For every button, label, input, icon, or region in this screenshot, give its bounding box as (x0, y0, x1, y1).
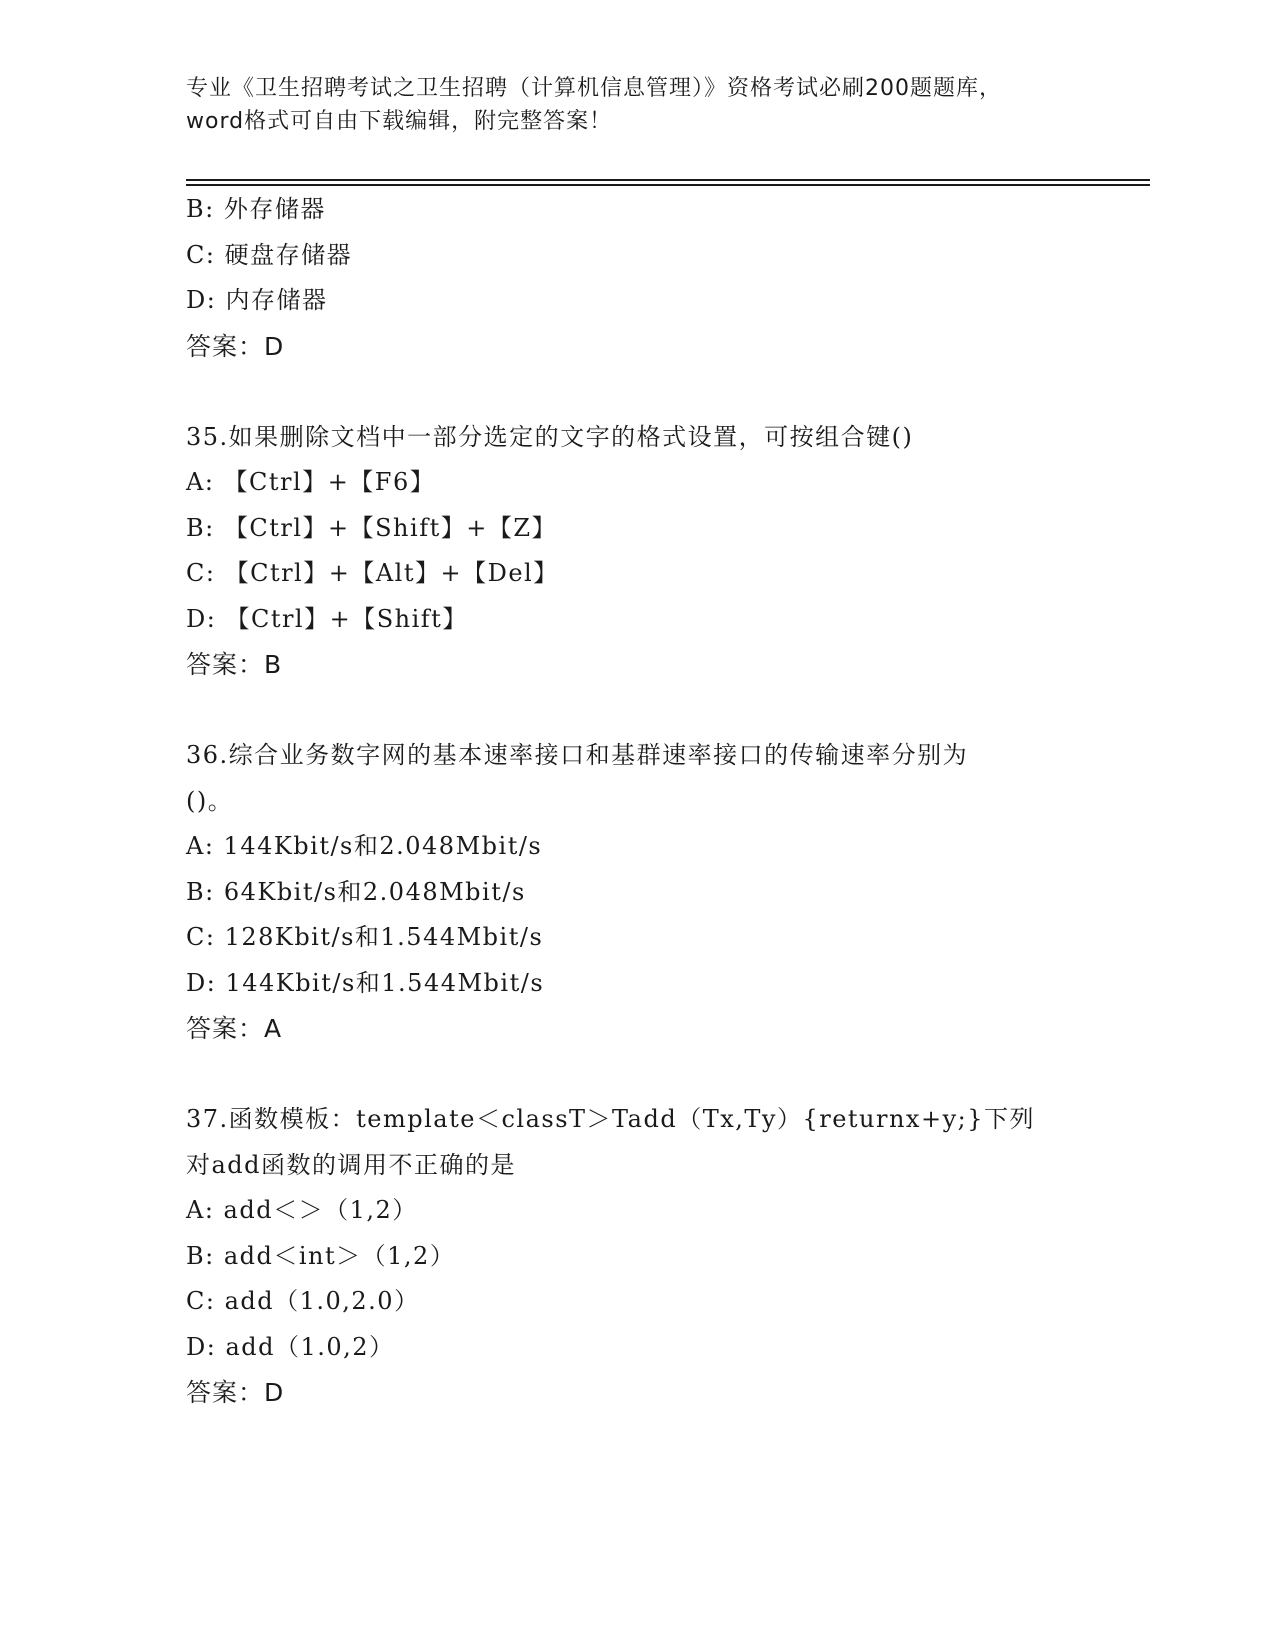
option-a: A: 144Kbit/s和2.048Mbit/s (186, 832, 543, 860)
question-34-block (186, 187, 1086, 369)
question-stem-line-1: 36.综合业务数字网的基本速率接口和基群速率接口的传输速率分别为 (186, 741, 969, 769)
question-stem-line-2: 对add函数的调用不正确的是 (186, 1150, 517, 1179)
header-divider-bottom (186, 184, 1150, 186)
question-35-block (186, 415, 1086, 688)
question-list (186, 187, 1086, 1416)
question-stem-line-2: ()。 (186, 786, 234, 815)
option-d: D: 内存储器 (186, 286, 328, 314)
answer-label: 答案：B (186, 650, 283, 679)
question-stem-line-1: 37.函数模板：template＜classT＞Tadd（Tx,Ty）{returnx+y;}下列 (186, 1105, 1035, 1133)
option-a: A: 【Ctrl】+【F6】 (186, 468, 436, 496)
option-c: C: add（1.0,2.0） (186, 1287, 420, 1315)
answer-label: 答案：A (186, 1014, 283, 1043)
option-a: A: add＜＞（1,2） (186, 1196, 418, 1224)
option-b: B: 64Kbit/s和2.048Mbit/s (186, 877, 526, 906)
option-c: C: 硬盘存储器 (186, 240, 353, 269)
option-b: B: 外存储器 (186, 195, 326, 223)
option-b: B: add＜int＞（1,2） (186, 1241, 456, 1270)
option-c: C: 128Kbit/s和1.544Mbit/s (186, 923, 544, 951)
answer-label: 答案：D (186, 1378, 285, 1407)
option-d: D: 144Kbit/s和1.544Mbit/s (186, 968, 545, 997)
option-d: D: 【Ctrl】+【Shift】 (186, 604, 468, 633)
header-divider-top (186, 179, 1150, 181)
spacer (186, 1052, 1086, 1098)
header-title-line-2: word格式可自由下载编辑，附完整答案！ (186, 109, 613, 134)
answer-label: 答案：D (186, 331, 285, 361)
document-header (186, 72, 1086, 138)
question-stem: 35.如果删除文档中一部分选定的文字的格式设置，可按组合键() (186, 422, 914, 451)
spacer (186, 688, 1086, 734)
spacer (186, 369, 1086, 415)
question-37-block (186, 1097, 1086, 1416)
option-c: C: 【Ctrl】+【Alt】+【Del】 (186, 559, 559, 587)
option-b: B: 【Ctrl】+【Shift】+【Z】 (186, 513, 558, 542)
question-36-block (186, 733, 1086, 1052)
option-d: D: add（1.0,2） (186, 1332, 395, 1361)
header-title-line-1: 专业《卫生招聘考试之卫生招聘（计算机信息管理）》资格考试必刷200题题库， (186, 76, 1002, 101)
